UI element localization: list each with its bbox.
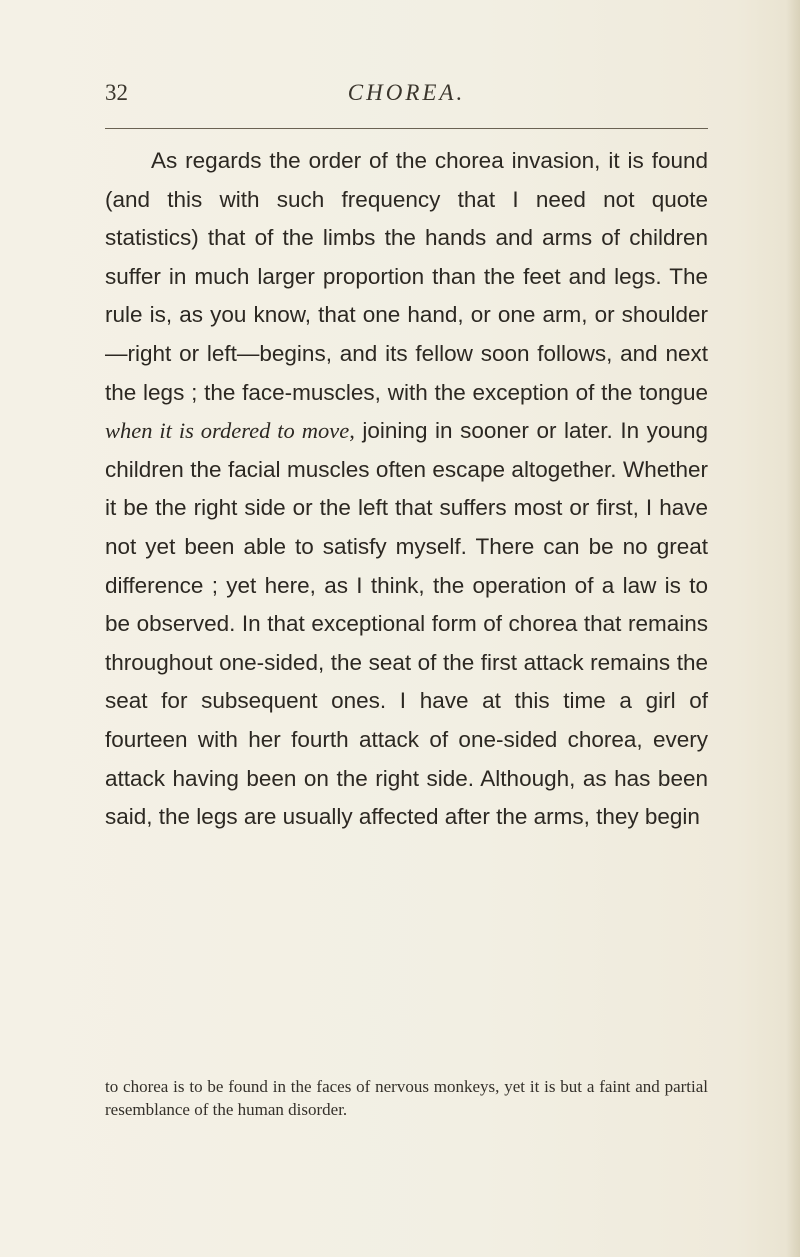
running-head — [105, 80, 708, 114]
body-text-part-2: joining in sooner or later. In young children the facial muscles often escape altogether. Whether it be the right side or the left that suffers most or first, I have not yet been able to satisfy myself. There can be no great difference ; yet here, as I think, the operation of a law is to be observed. In that exceptional form of chorea that remains throughout one-sided, the seat of the first attack remains the seat for subsequent ones. I have at this time a girl of fourteen with her fourth attack of one-sided chorea, every attack having been on the right side. Although, as has been said, the legs are usually affected after the arms, they begin — [105, 418, 708, 830]
body-text-part-1: As regards the order of the chorea invasion, it is found (and this with such frequency that I need not quote statistics) that of the limbs the hands and arms of children suffer in much larger proportion than the feet and legs. The rule is, as you know, that one hand, or one arm, or shoulder—right or left—begins, and its fellow soon follows, and next the legs ; the face-muscles, with the exception of the tongue — [105, 148, 708, 405]
italic-phrase: when it is ordered to move, — [105, 418, 355, 444]
footnote: to chorea is to be found in the faces of nervous monkeys, yet it is but a faint and partial resemblance of the human disorder. — [105, 1077, 708, 1119]
header-rule — [105, 128, 708, 129]
page-number: 32 — [105, 80, 128, 105]
page-edge-shadow — [786, 0, 800, 1257]
running-title: CHOREA. — [347, 80, 466, 105]
body-paragraph — [105, 142, 708, 837]
body-text — [105, 142, 708, 837]
